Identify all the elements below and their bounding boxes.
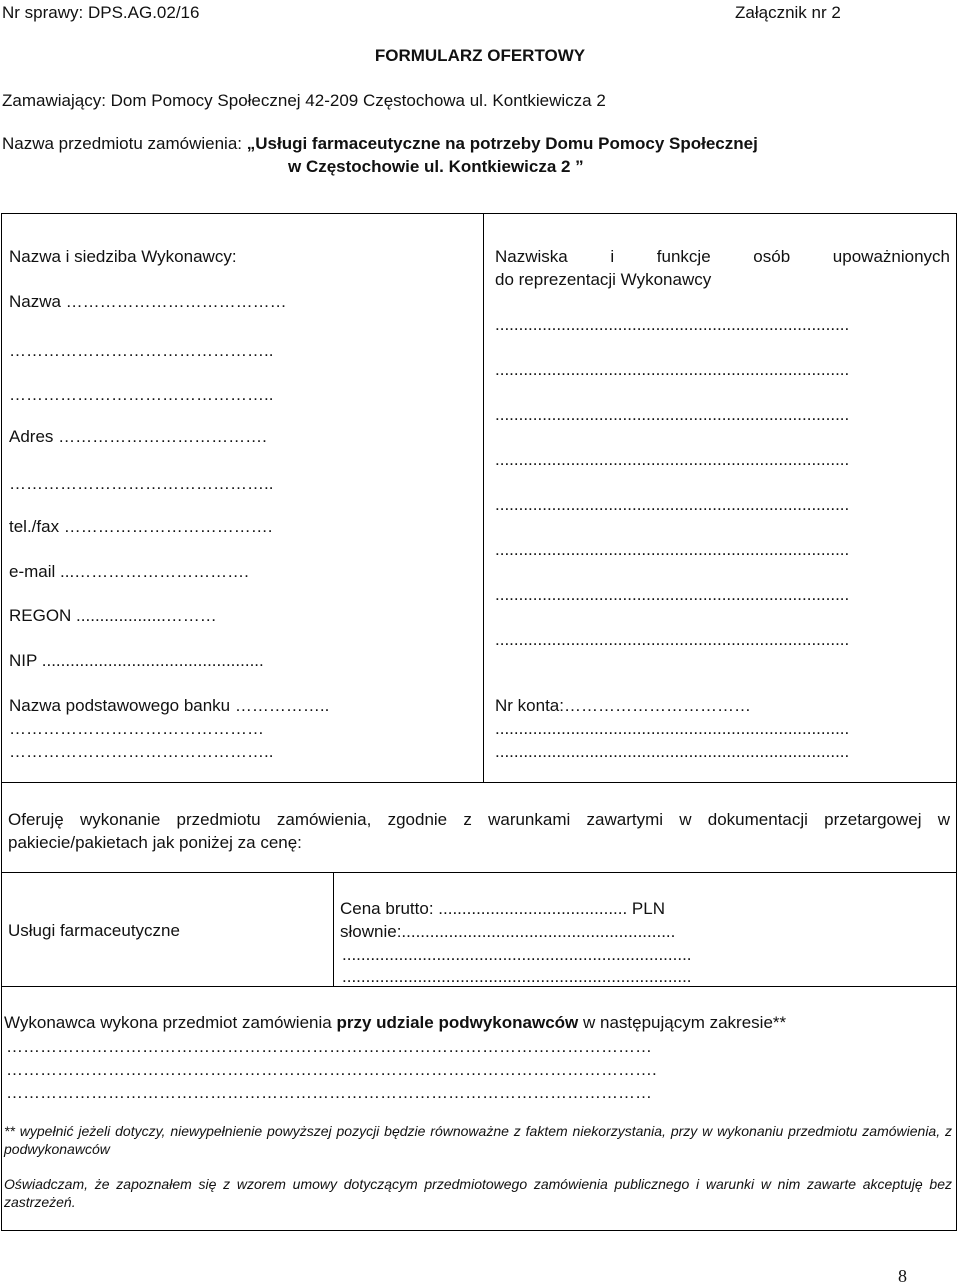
service-label: Usługi farmaceutyczne <box>8 921 180 940</box>
subcontractors-statement <box>4 1012 786 1033</box>
price-divider <box>333 872 334 987</box>
case-number: Nr sprawy: DPS.AG.02/16 <box>2 3 200 22</box>
contractor-name-field[interactable]: Nazwa ………………………………… <box>9 292 287 311</box>
subcontractors-line-3[interactable]: …………………………………………………………………………………………………… <box>6 1083 652 1102</box>
contractor-name-cont-1[interactable]: ……………………………………….. <box>9 341 274 360</box>
email-field[interactable]: e-mail ...…………………………. <box>9 562 249 581</box>
form-title: FORMULARZ OFERTOWY <box>374 46 586 65</box>
price-in-words-cont-1[interactable]: .......................................................................... <box>342 945 692 964</box>
subcontractors-footnote: ** wypełnić jeżeli dotyczy, niewypełnienie powyższej pozycji będzie równoważne z faktem niekorzystania, przy w wykonaniu przedmiotu zamówienia, z podwykonawców <box>4 1123 952 1158</box>
representatives-line-8[interactable]: ........................................................................... <box>495 630 850 649</box>
bank-name-field[interactable]: Nazwa podstawowego banku …………….. <box>9 696 330 715</box>
nip-field[interactable]: NIP ............................................... <box>9 651 264 670</box>
subcontractors-text-start: Wykonawca wykona przedmiot zamówienia <box>4 1013 337 1032</box>
account-number-field[interactable]: Nr konta:…………………………… <box>495 696 751 715</box>
representatives-heading-line2: do reprezentacji Wykonawcy <box>495 270 712 289</box>
representatives-line-2[interactable]: ........................................................................... <box>495 360 850 379</box>
subcontractors-text-end: w następującym zakresie** <box>578 1013 787 1032</box>
ordering-party <box>2 90 606 111</box>
gross-price-field[interactable]: Cena brutto: ........................................ PLN <box>340 899 666 918</box>
representatives-line-5[interactable]: ........................................................................... <box>495 495 850 514</box>
representatives-line-4[interactable]: ........................................................................... <box>495 450 850 469</box>
representatives-line-3[interactable]: ........................................................................... <box>495 405 850 424</box>
price-in-words-cont-2[interactable]: .......................................................................... <box>342 967 692 986</box>
attachment-label: Załącznik nr 2 <box>735 3 841 22</box>
bank-name-cont-2[interactable]: ……………………………………….. <box>9 742 274 761</box>
address-cont[interactable]: ……………………………………….. <box>9 474 274 493</box>
representatives-line-1[interactable]: ........................................................................... <box>495 315 850 334</box>
offer-statement: Oferuję wykonanie przedmiotu zamówienia, zgodnie z warunkami zawartymi w dokumentacji przetargowej w pakiecie/pakietach jak poniżej za cenę: <box>8 810 950 852</box>
bank-name-cont-1[interactable]: ……………………………………… <box>9 719 264 738</box>
subject-value-line2: w Częstochowie ul. Kontkiewicza 2 ” <box>288 157 584 176</box>
ordering-party-value: Dom Pomocy Społecznej 42-209 Częstochowa ul. Kontkiewicza 2 <box>110 91 606 110</box>
representatives-line-6[interactable]: ........................................................................... <box>495 540 850 559</box>
subcontractors-line-2[interactable]: ……………………………………………………………………………………………………. <box>6 1060 657 1079</box>
representatives-line-7[interactable]: ........................................................................... <box>495 585 850 604</box>
declaration-text: Oświadczam, że zapoznałem się z wzorem umowy dotyczącym przedmiotowego zamówienia publicznego i warunki w nim zawarte akceptuję bez zastrzeżeń. <box>4 1176 952 1211</box>
rule-after-offer-text <box>1 872 957 873</box>
subcontractors-line-1[interactable]: …………………………………………………………………………………………………… <box>6 1037 652 1056</box>
page-number: 8 <box>898 1266 907 1286</box>
subject-value-line1: „Usługi farmaceutyczne na potrzeby Domu Pomocy Społecznej <box>246 134 758 153</box>
price-in-words-field[interactable]: słownie:.......................................................... <box>340 922 676 941</box>
contractor-name-cont-2[interactable]: ……………………………………….. <box>9 385 274 404</box>
account-number-cont-2[interactable]: ........................................................................... <box>495 742 850 761</box>
regon-field[interactable]: REGON ...................……… <box>9 606 217 625</box>
representatives-heading-line1: Nazwiska i funkcje osób upoważnionych <box>495 247 950 266</box>
subject-row <box>2 133 758 154</box>
rule-after-contractor <box>1 782 957 783</box>
address-field[interactable]: Adres ………………………………. <box>9 427 267 446</box>
subject-label: Nazwa przedmiotu zamówienia: <box>2 134 242 153</box>
account-number-cont-1[interactable]: ........................................................................... <box>495 719 850 738</box>
tel-fax-field[interactable]: tel./fax ………………………………. <box>9 517 273 536</box>
ordering-party-label: Zamawiający: <box>2 91 106 110</box>
contractor-heading: Nazwa i siedziba Wykonawcy: <box>9 247 237 266</box>
column-divider <box>483 213 484 783</box>
subcontractors-text-bold: przy udziale podwykonawców <box>336 1013 579 1032</box>
